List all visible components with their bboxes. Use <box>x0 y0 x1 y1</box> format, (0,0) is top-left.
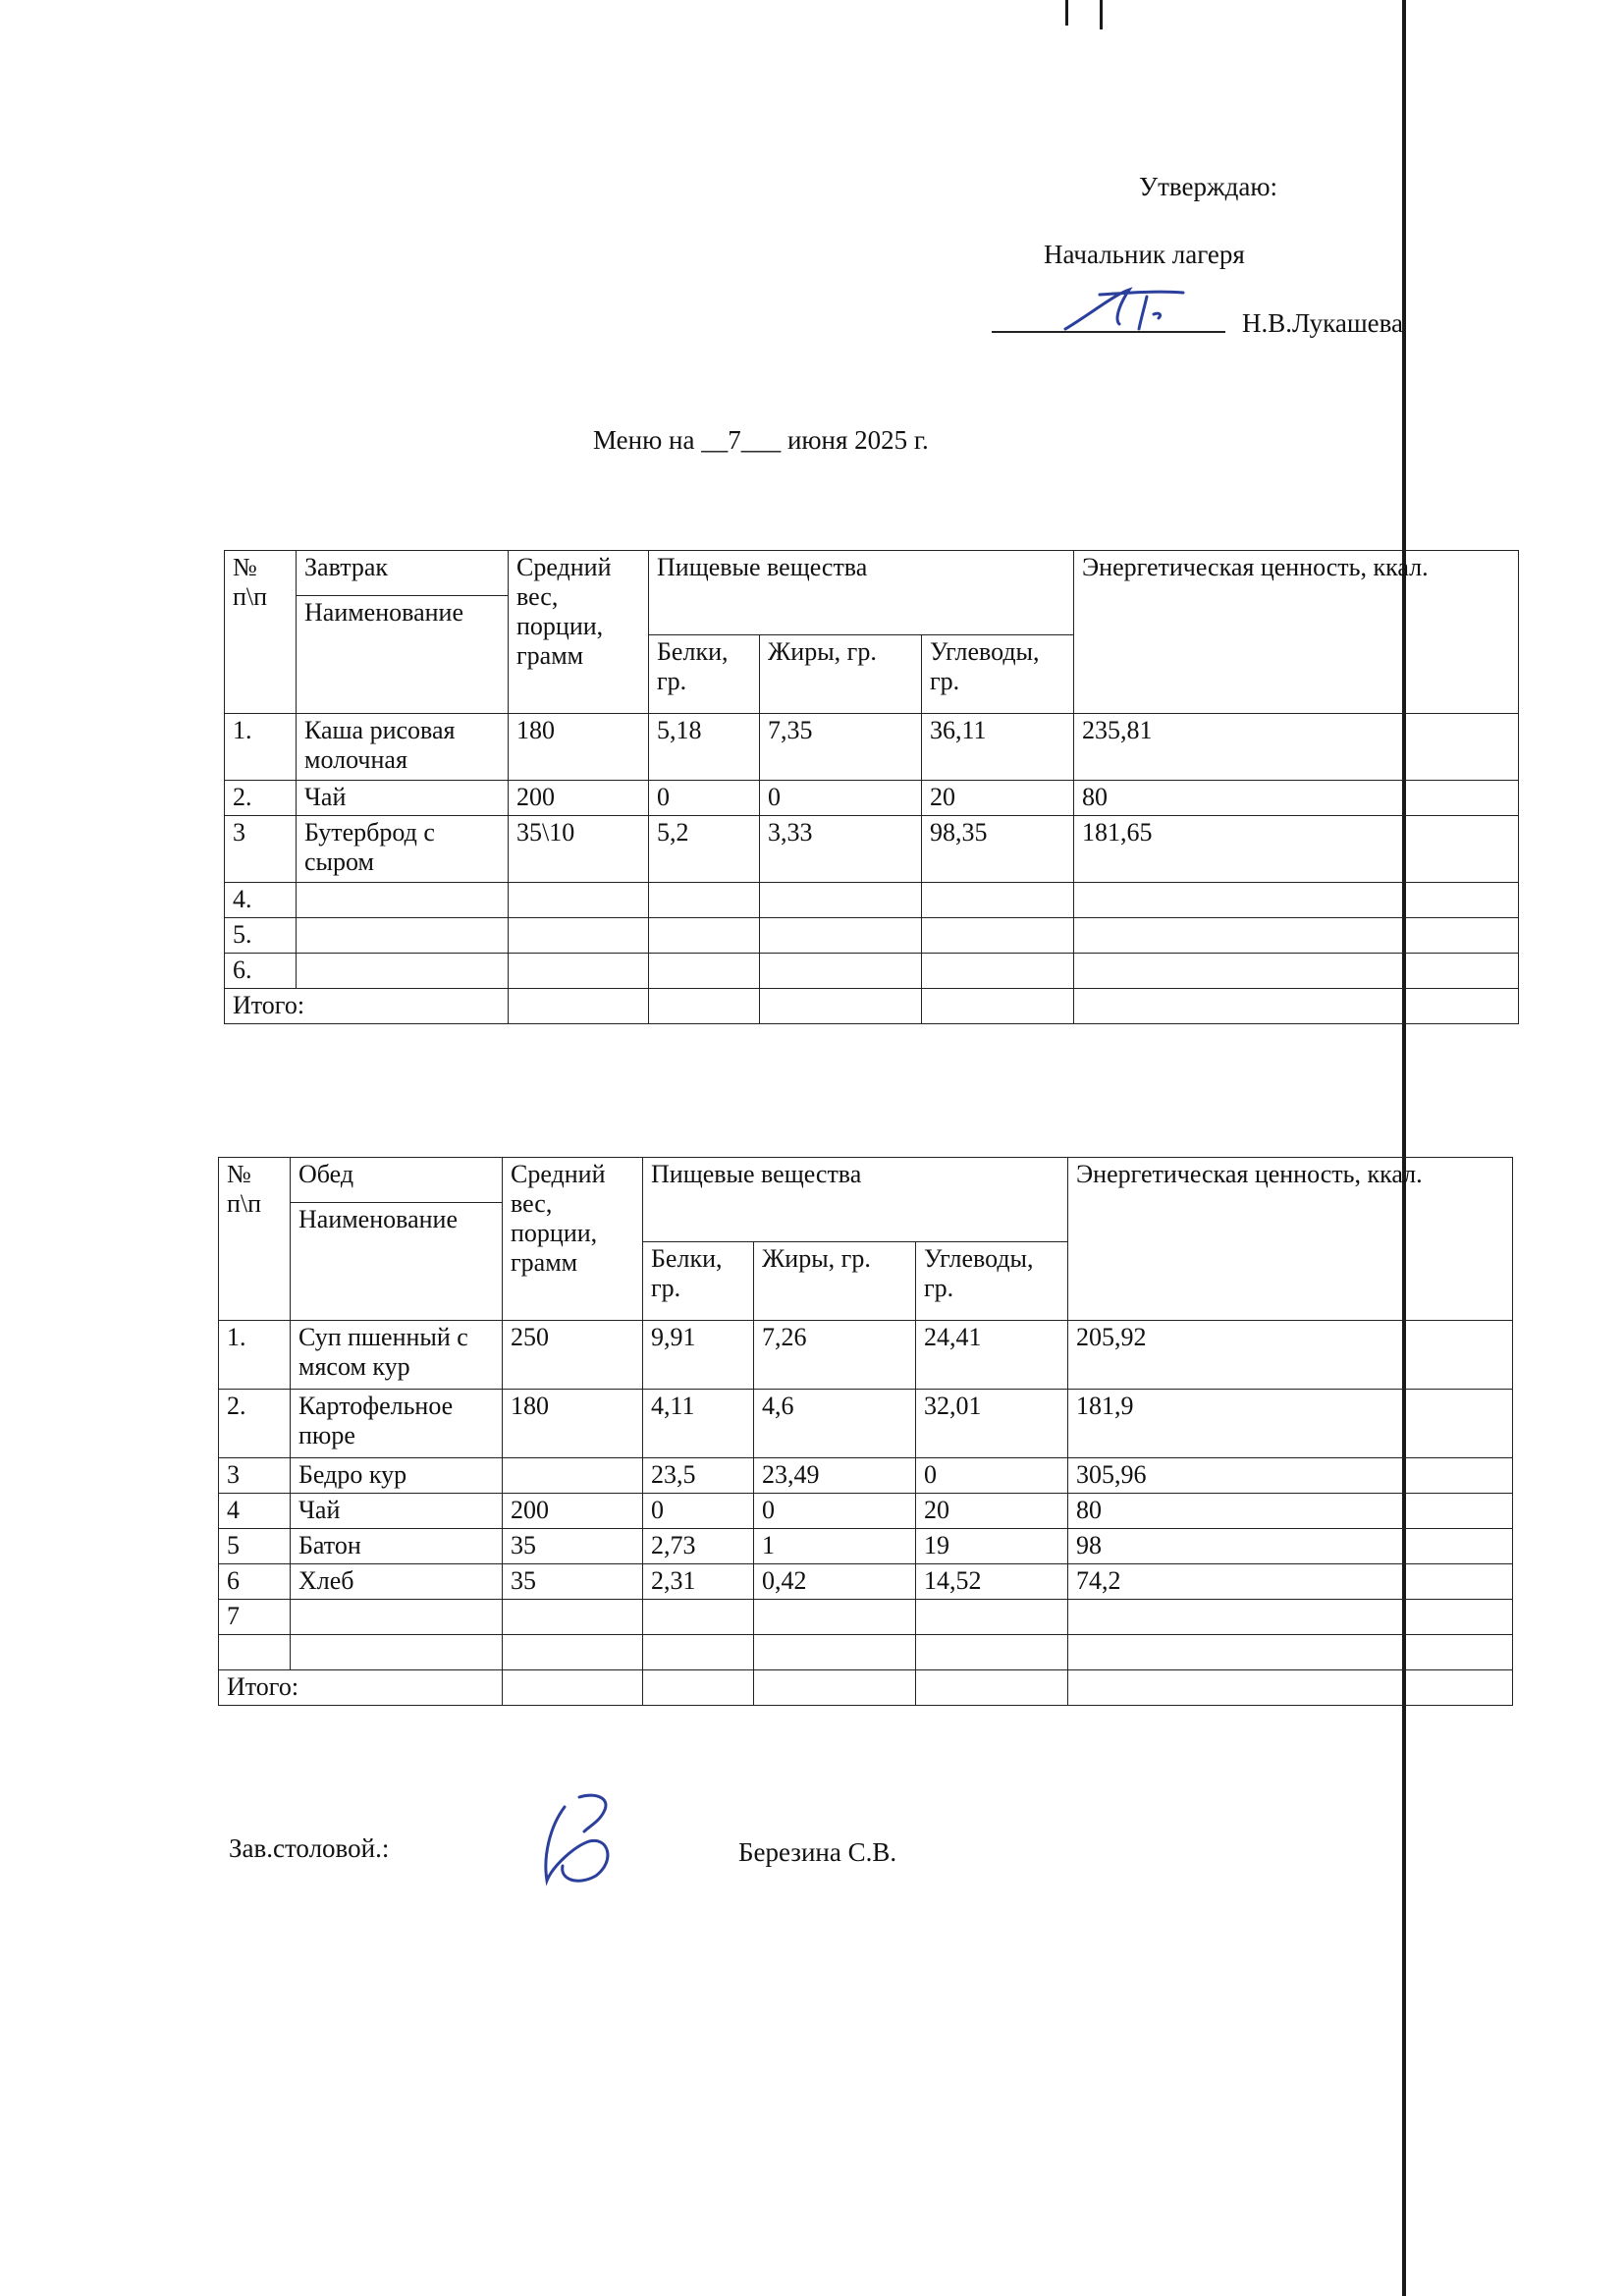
table-header-row <box>225 551 1519 596</box>
cell-num <box>219 1635 291 1670</box>
total-energy <box>1074 989 1519 1024</box>
cell-energy: 80 <box>1074 781 1519 816</box>
cell-carbs: 20 <box>922 781 1074 816</box>
total-weight <box>509 989 649 1024</box>
cell-energy: 98 <box>1068 1529 1513 1564</box>
cell-weight <box>503 1635 643 1670</box>
total-carbs <box>922 989 1074 1024</box>
signature-image <box>1060 275 1208 349</box>
total-label: Итого: <box>225 989 509 1024</box>
cell-energy <box>1074 954 1519 989</box>
cell-fat <box>760 918 922 954</box>
cell-protein: 0 <box>649 781 760 816</box>
cell-name: Бутерброд с сыром <box>297 816 509 883</box>
cell-fat: 4,6 <box>754 1390 916 1458</box>
header-fat: Жиры, гр. <box>754 1242 916 1321</box>
header-carbs: Углеводы, гр. <box>922 635 1074 714</box>
table-row <box>225 816 1519 883</box>
cell-fat <box>754 1600 916 1635</box>
cell-name: Батон <box>291 1529 503 1564</box>
table-row <box>225 883 1519 918</box>
cell-carbs: 14,52 <box>916 1564 1068 1600</box>
cell-energy <box>1074 883 1519 918</box>
cell-carbs: 98,35 <box>922 816 1074 883</box>
cell-weight <box>509 918 649 954</box>
scan-mark <box>1065 0 1068 26</box>
table-row <box>219 1494 1513 1529</box>
cell-weight <box>509 954 649 989</box>
cell-name: Каша рисовая молочная <box>297 714 509 781</box>
cell-fat: 3,33 <box>760 816 922 883</box>
cell-energy <box>1074 918 1519 954</box>
cell-weight: 180 <box>503 1390 643 1458</box>
cell-fat: 0 <box>754 1494 916 1529</box>
cell-fat <box>754 1635 916 1670</box>
cell-name: Бедро кур <box>291 1458 503 1494</box>
header-weight: Средний вес, порции, грамм <box>503 1158 643 1321</box>
cell-num: 4. <box>225 883 297 918</box>
total-weight <box>503 1670 643 1706</box>
table-header-row <box>219 1158 1513 1203</box>
chief-label: Зав.столовой.: <box>229 1833 390 1863</box>
cell-protein: 2,31 <box>643 1564 754 1600</box>
cell-protein: 23,5 <box>643 1458 754 1494</box>
cell-carbs <box>916 1600 1068 1635</box>
cell-num: 4 <box>219 1494 291 1529</box>
cell-fat: 0 <box>760 781 922 816</box>
total-fat <box>760 989 922 1024</box>
header-weight: Средний вес, порции, грамм <box>509 551 649 714</box>
header-meal: Обед <box>291 1158 503 1203</box>
cell-weight <box>503 1458 643 1494</box>
signature-image <box>535 1787 633 1900</box>
cell-fat <box>760 954 922 989</box>
header-energy: Энергетическая ценность, ккал. <box>1074 551 1519 714</box>
table-row <box>219 1458 1513 1494</box>
total-protein <box>649 989 760 1024</box>
cell-weight: 200 <box>503 1494 643 1529</box>
cell-num: 5. <box>225 918 297 954</box>
total-carbs <box>916 1670 1068 1706</box>
cell-fat: 23,49 <box>754 1458 916 1494</box>
cell-name <box>297 954 509 989</box>
table-total-row <box>219 1670 1513 1706</box>
menu-title: Меню на __7___ июня 2025 г. <box>593 425 929 455</box>
header-nutrients: Пищевые вещества <box>643 1158 1068 1242</box>
cell-protein <box>649 954 760 989</box>
cell-energy: 205,92 <box>1068 1321 1513 1390</box>
cell-fat: 7,26 <box>754 1321 916 1390</box>
table-row <box>225 714 1519 781</box>
header-fat: Жиры, гр. <box>760 635 922 714</box>
cell-energy: 181,65 <box>1074 816 1519 883</box>
cell-name <box>297 918 509 954</box>
cell-weight: 35 <box>503 1529 643 1564</box>
cell-carbs: 0 <box>916 1458 1068 1494</box>
cell-protein: 2,73 <box>643 1529 754 1564</box>
cell-weight: 35 <box>503 1564 643 1600</box>
cell-fat: 0,42 <box>754 1564 916 1600</box>
cell-energy: 80 <box>1068 1494 1513 1529</box>
cell-num: 2. <box>219 1390 291 1458</box>
cell-weight: 35\10 <box>509 816 649 883</box>
cell-protein: 4,11 <box>643 1390 754 1458</box>
cell-name: Чай <box>297 781 509 816</box>
cell-weight: 200 <box>509 781 649 816</box>
header-name: Наименование <box>291 1203 503 1321</box>
cell-num: 1. <box>225 714 297 781</box>
cell-name: Хлеб <box>291 1564 503 1600</box>
cell-energy: 305,96 <box>1068 1458 1513 1494</box>
cell-weight <box>503 1600 643 1635</box>
total-fat <box>754 1670 916 1706</box>
header-num: № п\п <box>219 1158 291 1321</box>
cell-fat: 1 <box>754 1529 916 1564</box>
cell-protein: 9,91 <box>643 1321 754 1390</box>
table-row <box>219 1321 1513 1390</box>
cell-energy <box>1068 1600 1513 1635</box>
cell-num: 3 <box>225 816 297 883</box>
cell-num: 7 <box>219 1600 291 1635</box>
cell-num: 1. <box>219 1321 291 1390</box>
table-row <box>219 1635 1513 1670</box>
table-row <box>219 1564 1513 1600</box>
cell-name: Суп пшенный с мясом кур <box>291 1321 503 1390</box>
cell-weight: 180 <box>509 714 649 781</box>
table-row <box>225 781 1519 816</box>
approval-name: Н.В.Лукашева <box>1242 308 1403 338</box>
cell-carbs: 19 <box>916 1529 1068 1564</box>
table-total-row <box>225 989 1519 1024</box>
total-protein <box>643 1670 754 1706</box>
approval-title: Утверждаю: <box>1139 172 1278 201</box>
cell-energy: 235,81 <box>1074 714 1519 781</box>
cell-name <box>291 1635 503 1670</box>
header-meal: Завтрак <box>297 551 509 596</box>
header-protein: Белки, гр. <box>649 635 760 714</box>
cell-fat <box>760 883 922 918</box>
table-row <box>225 918 1519 954</box>
cell-num: 2. <box>225 781 297 816</box>
header-num: № п\п <box>225 551 297 714</box>
scan-mark <box>1100 0 1103 29</box>
table-row <box>219 1600 1513 1635</box>
cell-energy: 74,2 <box>1068 1564 1513 1600</box>
cell-num: 3 <box>219 1458 291 1494</box>
table-row <box>225 954 1519 989</box>
cell-name: Картофельное пюре <box>291 1390 503 1458</box>
table-row <box>219 1390 1513 1458</box>
cell-energy: 181,9 <box>1068 1390 1513 1458</box>
cell-protein <box>643 1600 754 1635</box>
cell-weight: 250 <box>503 1321 643 1390</box>
header-energy: Энергетическая ценность, ккал. <box>1068 1158 1513 1321</box>
cell-energy <box>1068 1635 1513 1670</box>
header-nutrients: Пищевые вещества <box>649 551 1074 635</box>
cell-carbs <box>922 918 1074 954</box>
total-energy <box>1068 1670 1513 1706</box>
cell-num: 6 <box>219 1564 291 1600</box>
total-label: Итого: <box>219 1670 503 1706</box>
breakfast-table <box>224 550 1519 1024</box>
cell-fat: 7,35 <box>760 714 922 781</box>
scan-edge-line <box>1402 0 1406 2296</box>
table-row <box>219 1529 1513 1564</box>
cell-name <box>291 1600 503 1635</box>
header-protein: Белки, гр. <box>643 1242 754 1321</box>
cell-num: 6. <box>225 954 297 989</box>
approval-position: Начальник лагеря <box>1044 240 1245 269</box>
cell-carbs: 20 <box>916 1494 1068 1529</box>
cell-protein <box>649 883 760 918</box>
header-carbs: Углеводы, гр. <box>916 1242 1068 1321</box>
cell-protein: 5,18 <box>649 714 760 781</box>
chief-name: Березина С.В. <box>738 1837 897 1867</box>
cell-name: Чай <box>291 1494 503 1529</box>
cell-name <box>297 883 509 918</box>
cell-protein <box>649 918 760 954</box>
cell-carbs: 32,01 <box>916 1390 1068 1458</box>
cell-carbs <box>922 954 1074 989</box>
header-name: Наименование <box>297 596 509 714</box>
cell-protein <box>643 1635 754 1670</box>
cell-carbs <box>916 1635 1068 1670</box>
cell-carbs: 24,41 <box>916 1321 1068 1390</box>
cell-protein: 0 <box>643 1494 754 1529</box>
lunch-table <box>218 1157 1513 1706</box>
cell-protein: 5,2 <box>649 816 760 883</box>
cell-carbs: 36,11 <box>922 714 1074 781</box>
cell-carbs <box>922 883 1074 918</box>
cell-num: 5 <box>219 1529 291 1564</box>
cell-weight <box>509 883 649 918</box>
